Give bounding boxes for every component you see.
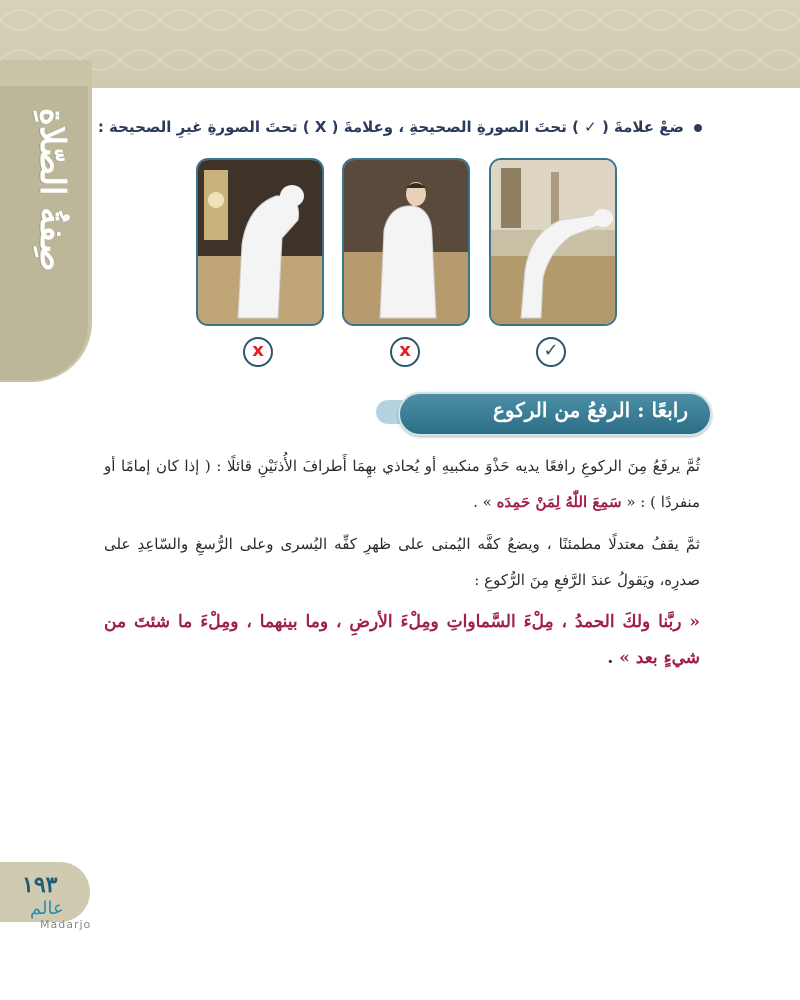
band-pattern xyxy=(0,0,800,88)
section-title: رابعًا : الرفعُ من الركوع xyxy=(492,398,688,422)
cross-answer: x xyxy=(243,337,273,367)
dua-text: « ربَّنا ولكَ الحمدُ ، مِلْءَ السَّماواتِ ومِلْءَ الأرضِ ، وما بينهما ، ومِلْءَ ما شئتَ من شيءٍ بعد » . xyxy=(104,612,700,668)
photo-correct-bow xyxy=(489,158,617,326)
publisher-logo-subtitle: Madarjo xyxy=(40,918,92,931)
page-number: ١٩٣ xyxy=(22,872,58,898)
chapter-title: صِفةُ الصّلاةِ xyxy=(32,108,72,272)
section-header xyxy=(372,392,712,436)
cross-answer: x xyxy=(390,337,420,367)
dhikr-highlight: سَمِعَ اللّٰهُ لِمَنْ حَمِدَه xyxy=(496,493,622,511)
photo-incorrect-bent xyxy=(196,158,324,326)
paragraph-raising: ثُمَّ يرفَعُ مِنَ الركوعِ رافعًا يديه حَذْوَ منكبيهِ أو يُحاذي بهِمَا أَطرافَ الأُذنَيْنِ قائلًا : ( إذا كان إمامًا أو منفردًا ) : « سَمِعَ اللّٰهُ لِمَنْ حَمِدَه » . xyxy=(104,457,700,511)
bullet-icon xyxy=(694,124,702,132)
publisher-logo: عالم xyxy=(30,898,64,919)
top-decorative-band xyxy=(0,0,800,88)
photo-incorrect-upright xyxy=(342,158,470,326)
paragraph-standing: ثمَّ يقفُ معتدلًا مطمئنًا ، ويضعُ كفَّه اليُمنى على ظهرِ كفِّه اليُسرى وعلى الرُّسغِ والسّاعِدِ على صدرِه، ويَقولُ عندَ الرَّفعِ مِنَ الرُّكوعِ : xyxy=(104,535,700,589)
checkmark-answer: ✓ xyxy=(536,337,566,367)
exercise-instruction: ضعْ علامةَ ( ✓ ) تحتَ الصورةِ الصحيحةِ ، وعلامةَ ( X ) تحتَ الصورةِ غيرِ الصحيحة : xyxy=(62,118,702,136)
